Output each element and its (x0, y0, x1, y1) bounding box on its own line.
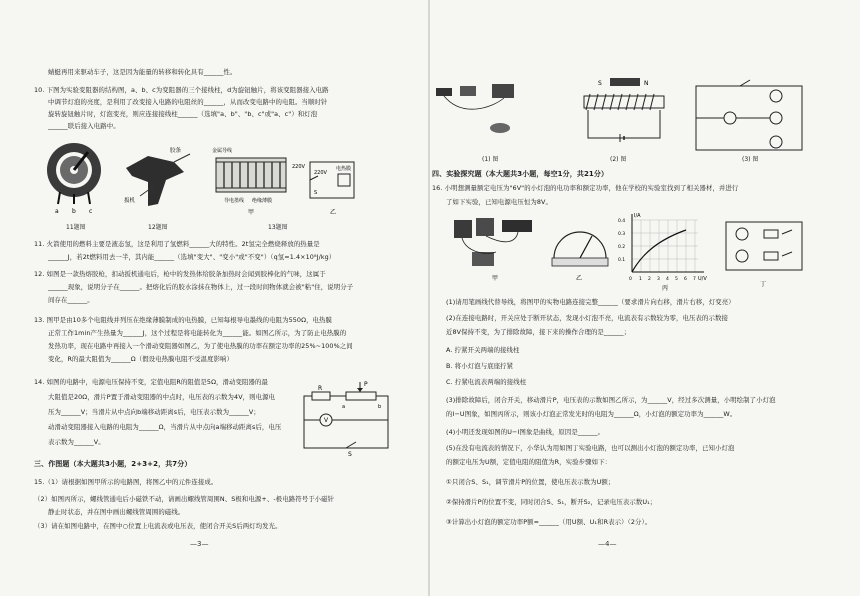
sub-caption: 丙 (662, 285, 669, 292)
circuit-label: S (314, 190, 318, 196)
text-line: 蜻蜓再用来驱动车子，这是因为能量的转移和转化具有______性。 (48, 68, 237, 76)
circuit-label: 220V (292, 164, 305, 170)
circuit-3-figure (690, 78, 810, 158)
sub-caption: 乙 (576, 275, 583, 282)
circuit-label: 220V (314, 170, 327, 176)
circuit-label: b (378, 404, 382, 410)
text-line: ______联后接入电路中。 (48, 122, 120, 130)
iu-graph (618, 210, 712, 294)
right-page (430, 0, 860, 596)
magnet-label: N (644, 80, 649, 87)
text-line: 11. 火箭使用的燃料主要是液态氢，这是利用了氢燃料______大的特性。2t氢完全燃烧释放的热量是 (34, 240, 320, 248)
text-line: 的I−U图象，如图丙所示，则该小灯泡正常发光时的电阻为______Ω，小灯泡的额定功率为______W。 (446, 410, 737, 418)
tick-label: 6 (684, 277, 687, 282)
circuit-label: P (364, 381, 368, 388)
gun-label: 扳机 (124, 198, 136, 204)
tick-label: 3 (657, 277, 660, 282)
text-line: 动滑动变阻器接入电路的电阻为______Ω，当滑片从中点向a端移动距离s后，电压 (48, 423, 282, 431)
tick-label: 1 (639, 277, 642, 282)
tick-label: 2 (648, 277, 651, 282)
text-line: ______现象，说明分子在______。把熔化后的胶水涂抹在物体上，过一段时间物体就会被"粘"住，说明分子 (48, 283, 354, 291)
sub-caption: 丁 (760, 281, 767, 288)
circuit-1-figure (432, 78, 554, 156)
terminal-label: a (55, 208, 59, 215)
text-line: 间存在______。 (48, 296, 94, 304)
sub-caption: 乙 (330, 209, 337, 216)
gun-label: 胶条 (170, 148, 182, 154)
text-line: 的额定电压为U额，定值电阻的阻值为R，实验步骤如下： (446, 458, 612, 466)
text-line: 大阻值是20Ω，滑片P置于滑动变阻器的中点时，电压表的示数为4V，则电源电 (48, 393, 276, 401)
film-label: 金属导线 (212, 148, 233, 154)
text-line: (3)排除故障后，闭合开关，移动滑片P，电压表的示数如图乙所示，为______V，经过多次测量，小明绘制了小灯泡 (446, 396, 776, 404)
text-line: 旋转旋钮触片时，灯泡变亮，则应连接接线柱______（选填"a、b"、"b、c"或"a、c"）和灯泡 (48, 110, 318, 118)
text-line: 静止时状态，并在图中画出螺线管周围的磁线。 (48, 508, 185, 516)
text-line: 14. 如图的电路中，电源电压保持不变，定值电阻R的阻值是5Ω，滑动变阻器的最 (34, 378, 268, 386)
figure-caption: (3) 图 (742, 156, 759, 163)
tick-label: 4 (666, 277, 669, 282)
text-line: 正常工作1min产生热量为______J，这个过程是将电能转化为______能。如图乙所示，为了防止电热膜的 (48, 329, 347, 337)
film-label: 导电墨线 (224, 198, 245, 204)
circuit-label: R (318, 385, 323, 392)
text-line: (5)在没有电流表的情况下，小华认为用如图丁实验电路，也可以测出小灯泡的额定功率，已知小灯泡 (446, 444, 735, 452)
circuit-label: S (348, 451, 352, 456)
solenoid-figure (570, 76, 680, 156)
film-label: 绝缘薄膜 (252, 198, 273, 204)
sub-caption: 甲 (248, 209, 255, 216)
tick-label: 0.4 (618, 219, 626, 224)
text-line: 15.（1）请根据如图甲所示的电路图，将图乙中的元件连接成。 (34, 478, 218, 486)
glue-gun-figure (118, 142, 198, 214)
magnet-label: S (598, 80, 602, 87)
step-line: ③计算出小灯泡的额定功率P额=______（用U额、U₁和R表示）（2分）。 (446, 518, 652, 526)
text-line: (4)小明还发现如图的U−I图象是曲线，原因是______。 (446, 428, 605, 436)
rheostat-figure (40, 138, 120, 218)
terminal-label: b (72, 208, 76, 215)
text-line: 压为______V；当滑片从中点向b端移动距离s后，电压表示数为______V； (48, 408, 260, 416)
tick-label: 5 (675, 277, 678, 282)
figure-caption: 11题图 (66, 224, 86, 231)
circuit-label: 电热膜 (336, 166, 352, 172)
text-line: 16. 小明想测量额定电压为"6V"的小灯泡的电功率和额定功率，他在学校的实验室找到了相关器材，并进行 (432, 184, 739, 192)
page-number: —4— (598, 540, 617, 548)
text-line: 10. 下图为实验变阻器的结构图，a、b、c为变阻器的三个接线柱，d为旋钮触片，将该变阻器接入电路 (34, 86, 329, 94)
voltmeter-dial-figure (548, 214, 612, 282)
text-line: 12. 如图是一款热熔胶枪，扣动扳机通电后，枪中的发热体给胶条加热时会闻到胶棒化的气味，这属于 (34, 270, 326, 278)
circuit-ding-figure (720, 214, 810, 292)
section-heading: 四、实验探究题（本大题共3小题，每空1分，共21分） (432, 170, 609, 178)
circuit-label: V (324, 417, 329, 424)
circuit-label: a (342, 404, 346, 410)
tick-label: 0 (629, 277, 632, 282)
text-line: （3）请在如图电路中，在图中○位置上电流表或电压表，使闭合开关S后两灯均发光。 (34, 522, 282, 530)
option-b: B. 将小灯泡与底座拧紧 (446, 362, 514, 370)
heating-film-figure (210, 140, 360, 220)
sub-caption: 甲 (492, 275, 499, 282)
text-line: （2）如图丙所示，螺线管通电后小磁铁不动，请画出螺线管周围N、S极和电源+、-极电路符号于小磁针 (34, 495, 335, 503)
figure-caption: (2) 图 (610, 156, 627, 163)
text-line: 近8V保持不变，为了排除故障，接下来的操作合理的是______； (446, 328, 631, 336)
terminal-label: c (89, 208, 93, 215)
text-line: 13. 图甲是由10多个电阻线并列压在绝缘薄膜制成的电热膜，已知每根导电墨线的电阻为550Ω，电热膜 (34, 316, 333, 324)
tick-label: 7 (693, 277, 696, 282)
text-line: 表示数为______V。 (48, 438, 105, 446)
text-line: 中调节灯泡的亮度，是利用了改变接入电路的电阻丝的______，从而改变电路中的电阻。当顺时针 (48, 98, 328, 106)
figure-caption: (1) 图 (482, 156, 499, 163)
text-line: (1)请用笔画线代替导线，将图甲的实物电路连接完整______（要求滑片向右移，滑片右移，灯变亮） (446, 298, 735, 306)
text-line: 了如下实验，已知电源电压恒为8V。 (446, 198, 552, 206)
text-line: (2)在连接电路时，开关应处于断开状态，发现小灯泡不亮，电流表有示数较为零，电压表的示数接 (446, 314, 728, 322)
page-number: —3— (190, 540, 209, 548)
text-line: 发热功率，现在电路中再接入一个滑动变阻器如图乙，为了使电热膜的功率在额定功率的25%~100%之间 (48, 342, 353, 350)
text-line: 变化，R的最大阻值为______Ω（假设电热膜电阻不受温度影响） (48, 355, 234, 363)
tick-label: 0.1 (618, 258, 626, 263)
circuit-14-figure (296, 378, 396, 456)
option-c: C. 拧紧电流表两端的接线柱 (446, 378, 527, 386)
apparatus-figure (446, 212, 548, 282)
step-line: ①只闭合S、S₁，调节滑片P的位置，使电压表示数为U额； (446, 478, 615, 486)
figure-caption: 13题图 (268, 224, 288, 231)
tick-label: 0.3 (618, 232, 626, 237)
section-heading: 三、作图题（本大题共3小题，2+3+2，共7分） (34, 460, 192, 468)
axis-label: I/A (634, 213, 641, 219)
option-a: A. 拧紧开关两端的接线柱 (446, 346, 520, 354)
tick-label: 0.2 (618, 245, 626, 250)
step-line: ②保持滑片P的位置不变，同时闭合S、S₁，断开S₂，记录电压表示数U₁； (446, 498, 657, 506)
text-line: ______J，若2t燃料用去一半，其内能______（选填"变大"、"变小"或"不变"）（q氢=1.4×10⁸J/kg） (48, 253, 336, 261)
axis-label: U/V (698, 276, 707, 282)
figure-caption: 12题图 (148, 224, 168, 231)
